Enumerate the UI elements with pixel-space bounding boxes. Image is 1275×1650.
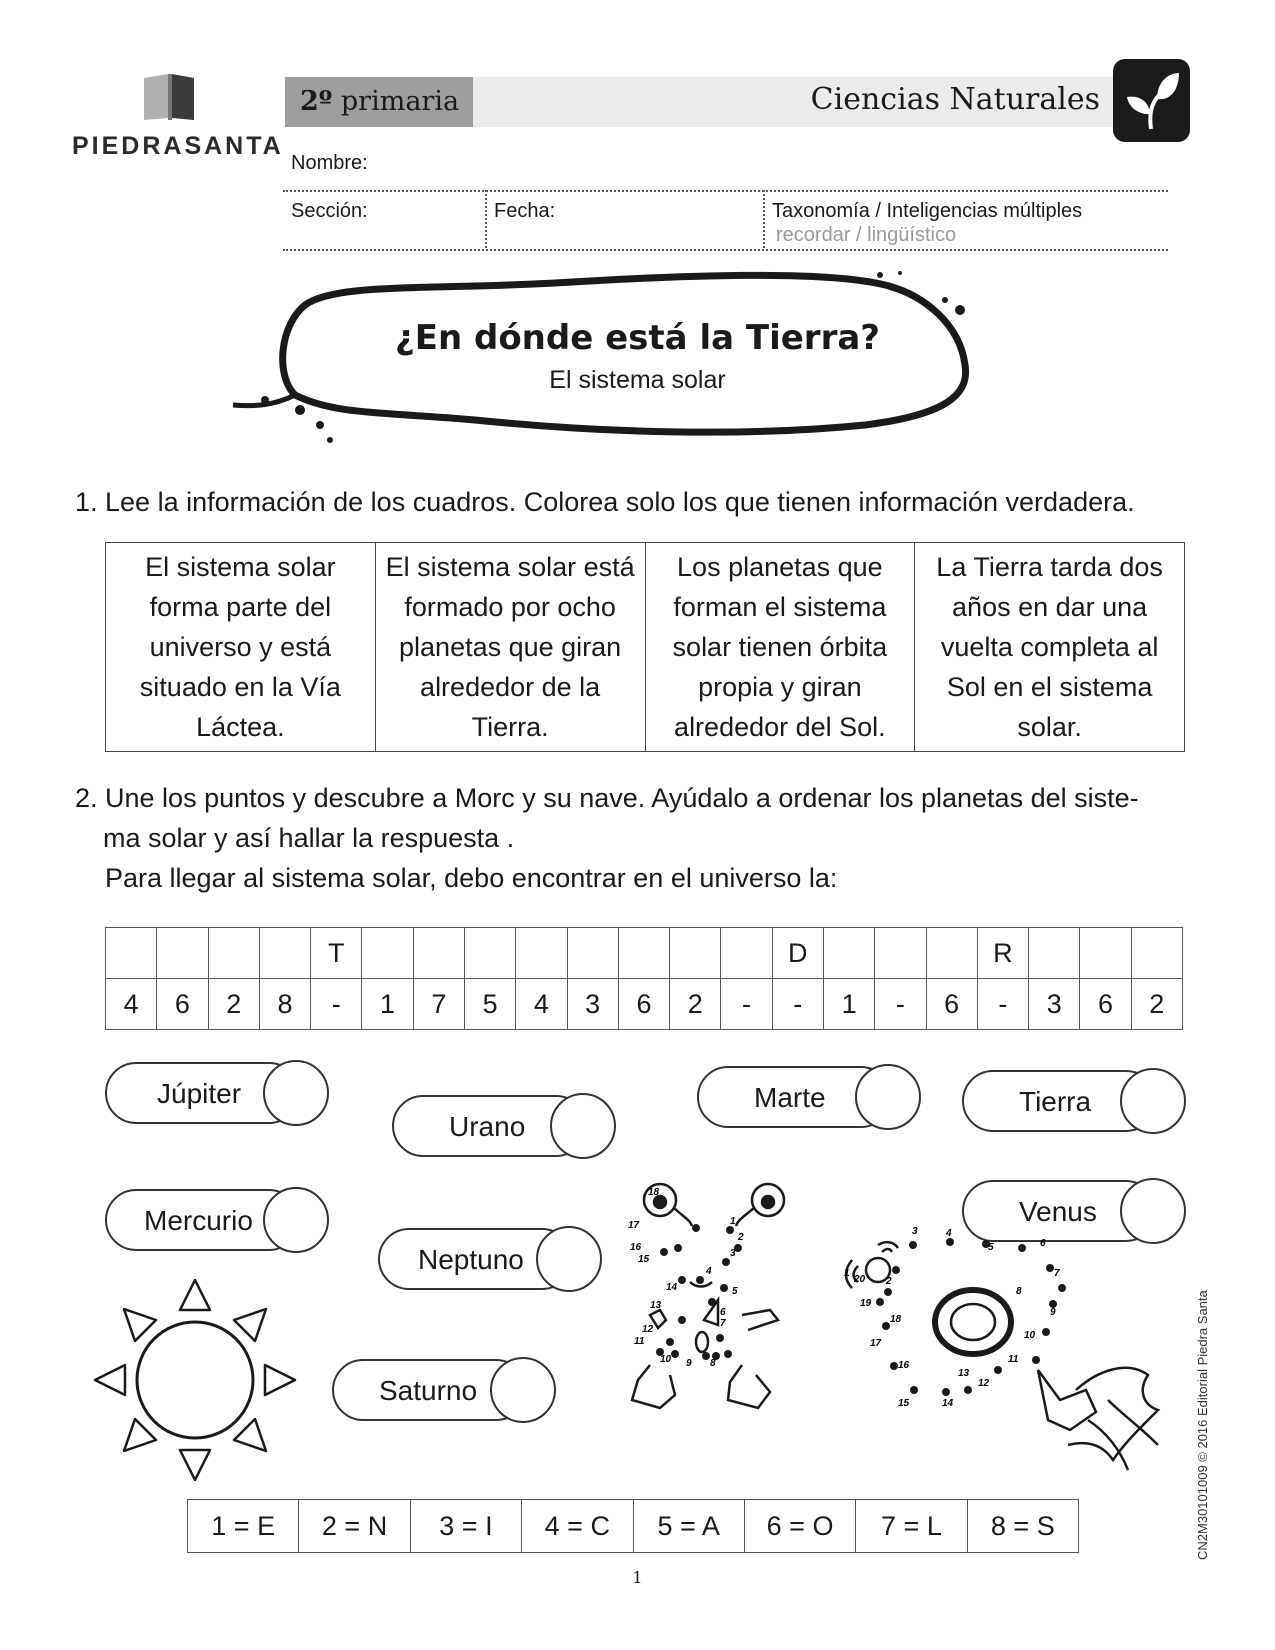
key-cell: 4 = C: [522, 1500, 633, 1553]
planet-circle-saturno[interactable]: [490, 1357, 556, 1423]
fact-box[interactable]: El sistema solar está formado por ocho planetas que giran alrededor de la Tierra.: [375, 543, 645, 752]
key-cell: 6 = O: [744, 1500, 855, 1553]
alien-dot-label: 14: [666, 1282, 678, 1293]
key-cell: 5 = A: [633, 1500, 744, 1553]
key-cell: 7 = L: [856, 1500, 967, 1553]
key-cell: 1 = E: [188, 1500, 299, 1553]
puzzle-number-cell: 6: [618, 979, 669, 1030]
puzzle-letter-row: [106, 928, 1183, 979]
alien-dot-label: 16: [630, 1242, 642, 1253]
title-cloud-frame: [225, 265, 975, 455]
puzzle-letter-cell[interactable]: [1131, 928, 1182, 979]
name-line[interactable]: [283, 190, 1168, 192]
planet-circle-neptuno[interactable]: [536, 1226, 602, 1292]
puzzle-number-cell: 6: [926, 979, 977, 1030]
planet-circle-jupiter[interactable]: [263, 1060, 329, 1126]
puzzle-number-cell: 2: [208, 979, 259, 1030]
ship-dot-label: 5: [988, 1242, 994, 1253]
taxonomy-values: recordar / lingüístico: [776, 224, 957, 246]
section-label: Sección:: [291, 200, 368, 222]
puzzle-letter-cell[interactable]: [670, 928, 721, 979]
alien-dot-label: 7: [720, 1318, 726, 1329]
alien-dot-label: 6: [720, 1307, 726, 1318]
puzzle-letter-cell[interactable]: [926, 928, 977, 979]
ship-dot-label: 12: [978, 1378, 990, 1389]
puzzle-number-cell: 6: [157, 979, 208, 1030]
name-label: Nombre:: [291, 152, 368, 174]
alien-dot-label: 12: [642, 1324, 654, 1335]
ship-dot-label: 20: [854, 1274, 866, 1285]
fact-box[interactable]: El sistema solar forma parte del universo y está situado en la Vía Láctea.: [106, 543, 376, 752]
planet-circle-tierra[interactable]: [1120, 1068, 1186, 1134]
fact-box[interactable]: La Tierra tarda dos años en dar una vuelta completa al Sol en el sistema solar.: [915, 543, 1185, 752]
planet-label: Urano: [449, 1111, 526, 1142]
brand-logo-icon: [140, 70, 200, 125]
puzzle-letter-cell[interactable]: [259, 928, 310, 979]
alien-dot-label: 2: [738, 1232, 744, 1243]
alien-dot-label: 10: [660, 1354, 672, 1365]
puzzle-letter-cell[interactable]: [875, 928, 926, 979]
copyright-code: CN2M30101009 © 2016 Editorial Piedra Santa: [1195, 1290, 1210, 1560]
puzzle-letter-cell[interactable]: T: [311, 928, 362, 979]
puzzle-number-cell: 4: [516, 979, 567, 1030]
planet-label: Mercurio: [144, 1205, 253, 1236]
puzzle-number-cell: 3: [1029, 979, 1080, 1030]
date-label: Fecha:: [494, 200, 556, 222]
rocket-dot-to-dot[interactable]: [838, 1226, 1178, 1500]
puzzle-letter-cell[interactable]: R: [977, 928, 1028, 979]
letter-key-table: [187, 1499, 1079, 1553]
alien-dot-label: 1: [730, 1216, 736, 1227]
leaf-icon: [1113, 59, 1190, 142]
ship-dot-label: 18: [890, 1314, 902, 1325]
puzzle-number-cell: -: [772, 979, 823, 1030]
planet-label: Venus: [1019, 1196, 1097, 1227]
planet-label: Neptuno: [418, 1244, 524, 1275]
puzzle-letter-cell[interactable]: [1029, 928, 1080, 979]
puzzle-letter-cell[interactable]: [721, 928, 772, 979]
puzzle-letter-cell[interactable]: [464, 928, 515, 979]
ship-dot-label: 9: [1050, 1307, 1056, 1318]
alien-dot-label: 4: [706, 1266, 712, 1277]
planet-label: Júpiter: [157, 1078, 242, 1109]
alien-dot-label: 3: [730, 1248, 736, 1259]
planet-circle-venus[interactable]: [1120, 1178, 1186, 1244]
puzzle-number-cell: -: [311, 979, 362, 1030]
ship-dot-label: 4: [946, 1228, 952, 1239]
alien-dot-label: 9: [686, 1358, 692, 1369]
puzzle-number-cell: 1: [362, 979, 413, 1030]
ship-dot-label: 15: [898, 1398, 910, 1409]
grade-label: [300, 86, 459, 117]
subject-title: Ciencias Naturales: [810, 82, 1100, 117]
grade-level: primaria: [340, 86, 460, 117]
puzzle-letter-cell[interactable]: [208, 928, 259, 979]
puzzle-number-cell: -: [977, 979, 1028, 1030]
alien-dot-label: 5: [732, 1286, 738, 1297]
fact-boxes-table: [105, 542, 1185, 752]
puzzle-letter-cell[interactable]: [106, 928, 157, 979]
ship-dot-label: 19: [860, 1298, 872, 1309]
alien-dot-label: 13: [650, 1300, 662, 1311]
page-title: ¿En dónde está la Tierra?: [395, 318, 880, 358]
puzzle-number-cell: 7: [413, 979, 464, 1030]
puzzle-letter-cell[interactable]: [618, 928, 669, 979]
exercise2-instruction-line2: ma solar y así hallar la respuesta .: [103, 823, 515, 853]
ship-dot-label: 7: [1054, 1268, 1060, 1279]
alien-dot-label: 18: [648, 1187, 660, 1198]
puzzle-letter-cell[interactable]: [362, 928, 413, 979]
alien-dot-label: 11: [634, 1336, 645, 1347]
ship-dot-label: 14: [942, 1398, 954, 1409]
sun-icon[interactable]: [90, 1275, 300, 1485]
planet-label: Marte: [754, 1082, 826, 1113]
puzzle-letter-cell[interactable]: [567, 928, 618, 979]
ship-dot-label: 8: [1016, 1286, 1022, 1297]
puzzle-letter-cell[interactable]: [823, 928, 874, 979]
puzzle-number-cell: 4: [106, 979, 157, 1030]
puzzle-letter-cell[interactable]: [1080, 928, 1131, 979]
leaf-badge: [1113, 59, 1190, 142]
key-cell: 8 = S: [967, 1500, 1078, 1553]
taxonomy-label: Taxonomía / Inteligencias múltiples: [772, 200, 1083, 222]
puzzle-number-cell: 3: [567, 979, 618, 1030]
date-divider: [763, 190, 765, 248]
grade-number: 2º: [300, 86, 333, 117]
brand-name: PIEDRASANTA: [72, 132, 284, 160]
puzzle-number-cell: 2: [670, 979, 721, 1030]
alien-morc-dot-to-dot[interactable]: [630, 1170, 800, 1430]
planet-circle-marte[interactable]: [855, 1064, 921, 1130]
key-cell: 3 = I: [410, 1500, 521, 1553]
puzzle-letter-cell[interactable]: D: [772, 928, 823, 979]
answer-puzzle-table: [105, 927, 1183, 1030]
fact-box[interactable]: Los planetas que forman el sistema solar tienen órbita propia y giran alrededor del Sol.: [645, 543, 915, 752]
planet-label: Tierra: [1019, 1086, 1092, 1117]
planet-label: Saturno: [379, 1375, 478, 1406]
exercise2-instruction-line3: Para llegar al sistema solar, debo encontrar en el universo la:: [105, 863, 838, 893]
alien-dot-label: 17: [628, 1220, 640, 1231]
planet-circle-mercurio[interactable]: [263, 1187, 329, 1253]
puzzle-number-cell: 1: [823, 979, 874, 1030]
puzzle-number-cell: 2: [1131, 979, 1182, 1030]
page-subtitle: El sistema solar: [549, 366, 726, 394]
page-number: 1: [632, 1568, 643, 1587]
ship-dot-label: 6: [1040, 1238, 1046, 1249]
ship-dot-label: 17: [870, 1338, 882, 1349]
ship-dot-label: 2: [886, 1276, 892, 1287]
ship-dot-label: 10: [1024, 1330, 1036, 1341]
ship-dot-label: 11: [1008, 1354, 1019, 1365]
alien-dot-label: 8: [710, 1358, 716, 1369]
puzzle-number-cell: 5: [464, 979, 515, 1030]
ship-dot-label: 1: [844, 1268, 850, 1279]
alien-dot-label: 15: [638, 1254, 650, 1265]
puzzle-letter-cell[interactable]: [157, 928, 208, 979]
puzzle-number-cell: -: [875, 979, 926, 1030]
ship-dot-label: 16: [898, 1360, 910, 1371]
ship-dot-label: 13: [958, 1368, 970, 1379]
puzzle-number-cell: 8: [259, 979, 310, 1030]
section-divider: [485, 190, 487, 248]
exercise2-instruction-line1: 2. Une los puntos y descubre a Morc y su nave. Ayúdalo a ordenar los planetas del siste-: [75, 783, 1139, 813]
puzzle-number-row: [106, 979, 1183, 1030]
puzzle-number-cell: -: [721, 979, 772, 1030]
puzzle-letter-cell[interactable]: [516, 928, 567, 979]
puzzle-number-cell: 6: [1080, 979, 1131, 1030]
exercise1-instruction: 1. Lee la información de los cuadros. Colorea solo los que tienen información verdadera.: [75, 487, 1135, 517]
ship-dot-label: 3: [912, 1226, 918, 1237]
section-line[interactable]: [283, 249, 1168, 251]
planet-circle-urano[interactable]: [550, 1093, 616, 1159]
puzzle-letter-cell[interactable]: [413, 928, 464, 979]
key-cell: 2 = N: [299, 1500, 410, 1553]
